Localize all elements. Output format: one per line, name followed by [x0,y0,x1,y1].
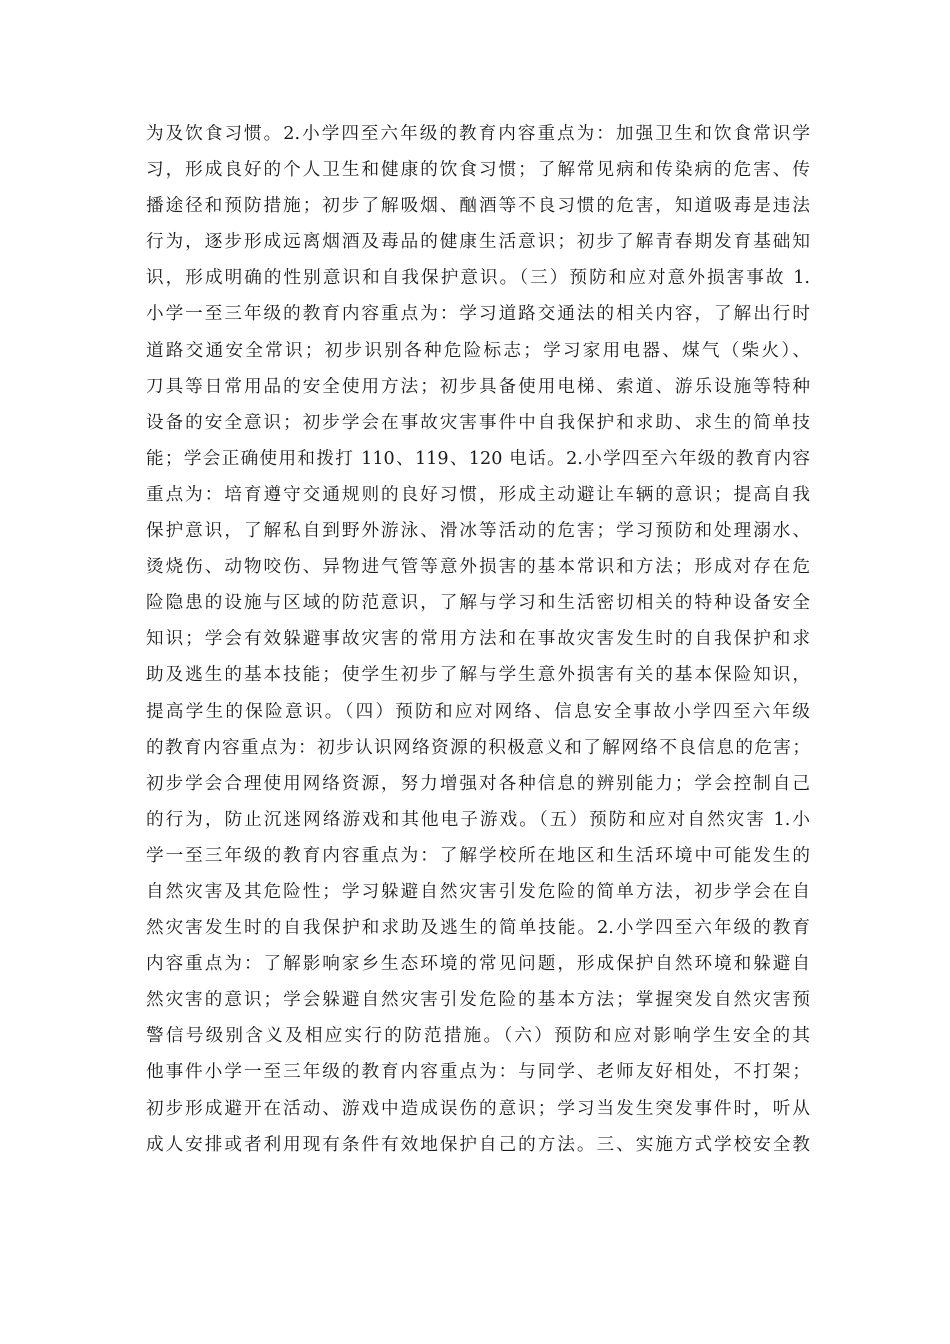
text-line: 他事件小学一至三年级的教育内容重点为：与同学、老师友好相处，不打架； [146,1062,810,1083]
text-line: 保护意识，了解私自到野外游泳、滑冰等活动的危害；学习预防和处理溺水、 [146,521,810,542]
text-line: 自然灾害及其危险性；学习躲避自然灾害引发危险的简单方法，初步学会在自 [146,881,810,902]
text-line: 然灾害的意识；学会躲避自然灾害引发危险的基本方法；掌握突发自然灾害预 [146,990,810,1011]
text-line: 提高学生的保险意识。（四）预防和应对网络、信息安全事故小学四至六年级 [146,701,810,722]
text-line: 道路交通安全常识；初步识别各种危险标志；学习家用电器、煤气（柴火）、 [146,340,810,361]
text-line: 险隐患的设施与区域的防范意识，了解与学习和生活密切相关的特种设备安全 [146,593,810,614]
text-line: 的行为，防止沉迷网络游戏和其他电子游戏。（五）预防和应对自然灾害 1.小 [146,809,810,830]
text-line: 学一至三年级的教育内容重点为：了解学校所在地区和生活环境中可能发生的 [146,845,810,866]
text-line: 识，形成明确的性别意识和自我保护意识。（三）预防和应对意外损害事故 1. [146,268,810,289]
text-line: 小学一至三年级的教育内容重点为：学习道路交通法的相关内容，了解出行时 [146,304,810,325]
text-line: 烫烧伤、动物咬伤、异物进气管等意外损害的基本常识和方法；形成对存在危 [146,557,810,578]
text-line: 初步形成避开在活动、游戏中造成误伤的意识；学习当发生突发事件时，听从 [146,1098,810,1119]
text-line: 知识；学会有效躲避事故灾害的常用方法和在事故灾害发生时的自我保护和求 [146,629,810,650]
text-line: 行为，逐步形成远离烟酒及毒品的健康生活意识；初步了解青春期发育基础知 [146,232,810,253]
text-line: 播途径和预防措施；初步了解吸烟、酗酒等不良习惯的危害，知道吸毒是违法 [146,196,810,217]
body-text [146,116,810,1163]
text-line: 为及饮食习惯。2.小学四至六年级的教育内容重点为：加强卫生和饮食常识学 [146,124,810,144]
text-line: 的教育内容重点为：初步认识网络资源的积极意义和了解网络不良信息的危害； [146,737,810,758]
text-line: 刀具等日常用品的安全使用方法；初步具备使用电梯、索道、游乐设施等特种 [146,376,810,397]
text-line: 习，形成良好的个人卫生和健康的饮食习惯；了解常见病和传染病的危害、传 [146,160,810,181]
text-line: 警信号级别含义及相应实行的防范措施。（六）预防和应对影响学生安全的其 [146,1026,810,1047]
text-line: 内容重点为：了解影响家乡生态环境的常见问题，形成保护自然环境和躲避自 [146,954,810,975]
text-line: 重点为：培育遵守交通规则的良好习惯，形成主动避让车辆的意识；提高自我 [146,484,810,505]
text-line: 能；学会正确使用和拨打 110、119、120 电话。2.小学四至六年级的教育内容 [146,448,810,469]
text-line: 成人安排或者利用现有条件有效地保护自己的方法。三、实施方式学校安全教 [146,1134,810,1155]
text-line: 助及逃生的基本技能；使学生初步了解与学生意外损害有关的基本保险知识， [146,665,810,686]
text-line: 初步学会合理使用网络资源，努力增强对各种信息的辨别能力；学会控制自己 [146,773,810,794]
text-line: 然灾害发生时的自我保护和求助及逃生的简单技能。2.小学四至六年级的教育 [146,918,810,939]
text-line: 设备的安全意识；初步学会在事故灾害事件中自我保护和求助、求生的简单技 [146,412,810,433]
